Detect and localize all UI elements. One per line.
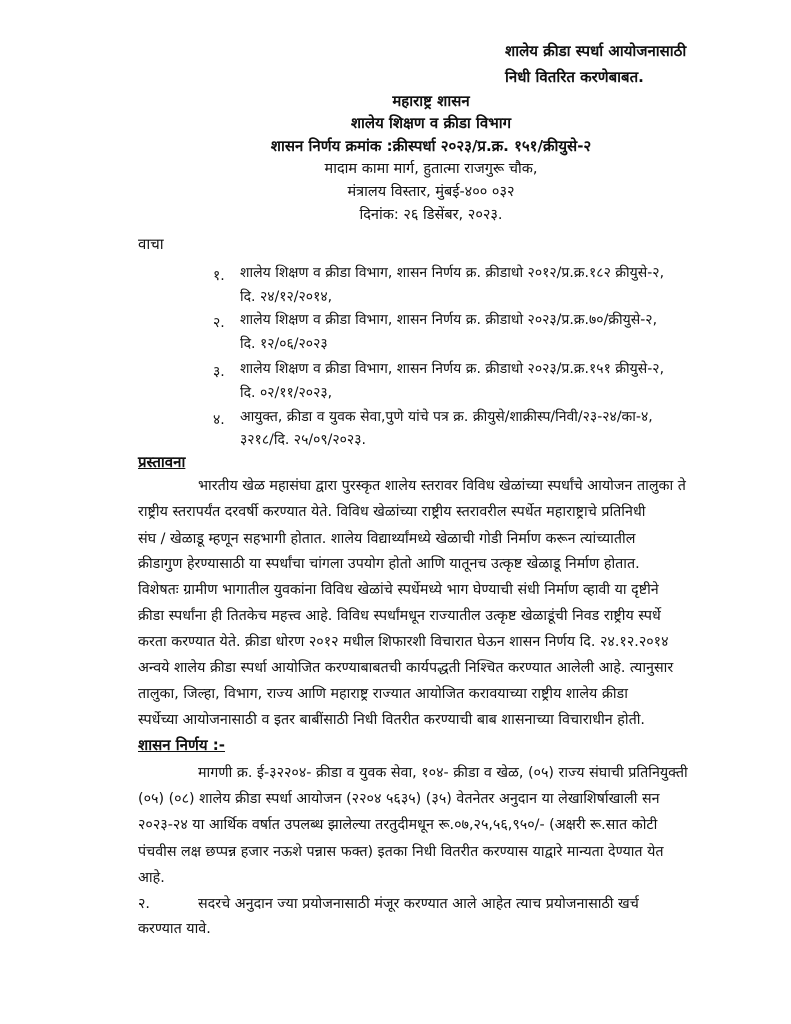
preamble-line: संघ / खेळाडू म्हणून सहभागी होतात. शालेय विद्यार्थ्यांमध्ये खेळाची गोडी निर्माण करून त्यांच्यातील: [138, 531, 636, 547]
reference-text-line-2: दि. १२/०६/२०२३: [240, 336, 328, 352]
reference-text-line-1: आयुक्त, क्रीडा व युवक सेवा,पुणे यांचे पत्र क्र. क्रीयुसे/शाक्रीस्प/निवी/२३-२४/का-४,: [240, 409, 653, 425]
preamble-line: अन्वये शालेय क्रीडा स्पर्धा आयोजित करण्याबाबतची कार्यपद्धती निश्चित करण्यात आलेली आहे. त्यानुसार: [138, 660, 674, 676]
preamble-line: विशेषतः ग्रामीण भागातील युवकांना विविध खेळांचे स्पर्धेमध्ये भाग घेण्याची संधी निर्माण व्हावी या दृष्टीने: [138, 582, 659, 598]
reference-number: ४.: [213, 412, 225, 428]
department-title: शालेय शिक्षण व क्रीडा विभाग: [350, 114, 512, 132]
decision-line: सदरचे अनुदान ज्या प्रयोजनासाठी मंजूर करण्यात आले आहेत त्याच प्रयोजनासाठी खर्च: [198, 896, 639, 912]
reference-text-line-2: ३२१८/दि. २५/०९/२०२३.: [240, 432, 366, 448]
reference-text-line-2: दि. ०२/११/२०२३,: [240, 385, 333, 401]
preamble-line: क्रीडा स्पर्धांना ही तितकेच महत्त्व आहे. विविध स्पर्धांमधून राज्यातील उत्कृष्ट खेळाडूंची निवड राष्ट्रीय स्पर्धे: [138, 608, 661, 624]
gr-date: दिनांक: २६ डिसेंबर, २०२३.: [359, 207, 503, 223]
preamble-line: स्पर्धेच्या आयोजनासाठी व इतर बाबींसाठी निधी वितरीत करण्याची बाब शासनाच्या विचाराधीन होती.: [138, 712, 645, 728]
read-heading: वाचा: [138, 235, 164, 253]
reference-text-line-2: दि. २४/१२/२०१४,: [240, 289, 333, 305]
gr-number: शासन निर्णय क्रमांक :क्रीस्पर्धा २०२३/प्र.क्र. १५१/क्रीयुसे-२: [270, 137, 592, 155]
subject-line-2: निधी वितरित करणेबाबत.: [505, 68, 644, 86]
subject-line-1: शालेय क्रीडा स्पर्धा आयोजनासाठी: [505, 42, 687, 60]
preamble-line: राष्ट्रीय स्तरापर्यंत दरवर्षी करण्यात येते. विविध खेळांच्या राष्ट्रीय स्तरावरील स्पर्धेत महाराष्ट्राचे प्रतिनिधी: [138, 504, 646, 520]
decision-line: मागणी क्र. ई-३२२०४- क्रीडा व युवक सेवा, १०४- क्रीडा व खेळ, (०५) राज्य संघाची प्रतिनियुक्ती: [198, 765, 688, 781]
decision-heading: शासन निर्णय :-: [138, 736, 225, 754]
decision-line: (०५) (०८) शालेय क्रीडा स्पर्धा आयोजन (२२०४ ५६३५) (३५) वेतनेतर अनुदान या लेखाशिर्षाखाली सन: [138, 791, 660, 807]
preamble-line: करता करण्यात येते. क्रीडा धोरण २०१२ मधील शिफारशी विचारात घेऊन शासन निर्णय दि. २४.१२.२०१४: [138, 634, 669, 650]
reference-text-line-1: शालेय शिक्षण व क्रीडा विभाग, शासन निर्णय क्र. क्रीडाधो २०२३/प्र.क्र.१५१ क्रीयुसे-२,: [240, 361, 665, 377]
decision-para2-number: २.: [138, 896, 150, 912]
address-line-1: मादाम कामा मार्ग, हुतात्मा राजगुरू चौक,: [324, 161, 538, 177]
reference-text-line-1: शालेय शिक्षण व क्रीडा विभाग, शासन निर्णय क्र. क्रीडाधो २०२३/प्र.क्र.७०/क्रीयुसे-२,: [240, 312, 658, 328]
decision-line: २०२३-२४ या आर्थिक वर्षात उपलब्ध झालेल्या तरतुदीमधून रू.०७,२५,५६,९५०/- (अक्षरी रू.सात कोटी: [138, 817, 658, 833]
address-line-2: मंत्रालय विस्तार, मुंबई-४०० ०३२: [347, 184, 515, 200]
preamble-line: क्रीडागुण हेरण्यासाठी या स्पर्धांचा चांगला उपयोग होतो आणि यातूनच उत्कृष्ट खेळाडू निर्माण होतात.: [138, 556, 640, 572]
reference-number: ३.: [213, 364, 225, 380]
preamble-line: भारतीय खेळ महासंघा द्वारा पुरस्कृत शालेय स्तरावर विविध खेळांच्या स्पर्धांचे आयोजन तालुका ते: [198, 478, 686, 494]
reference-number: १.: [213, 268, 225, 284]
decision-line: पंचवीस लक्ष छप्पन्न हजार नऊशे पन्नास फक्त) इतका निधी वितरीत करण्यास याद्वारे मान्यता देण्यात येत: [138, 844, 664, 860]
preamble-line: तालुका, जिल्हा, विभाग, राज्य आणि महाराष्ट्र राज्यात आयोजित करावयाच्या राष्ट्रीय शालेय क्रीडा: [138, 686, 628, 702]
decision-line: आहे.: [138, 870, 165, 886]
decision-line: करण्यात यावे.: [138, 921, 211, 937]
reference-text-line-1: शालेय शिक्षण व क्रीडा विभाग, शासन निर्णय क्र. क्रीडाधो २०१२/प्र.क्र.१८२ क्रीयुसे-२,: [240, 265, 665, 281]
reference-number: २.: [213, 315, 225, 331]
government-title: महाराष्ट्र शासन: [392, 92, 470, 110]
preamble-heading: प्रस्तावना: [138, 453, 186, 471]
